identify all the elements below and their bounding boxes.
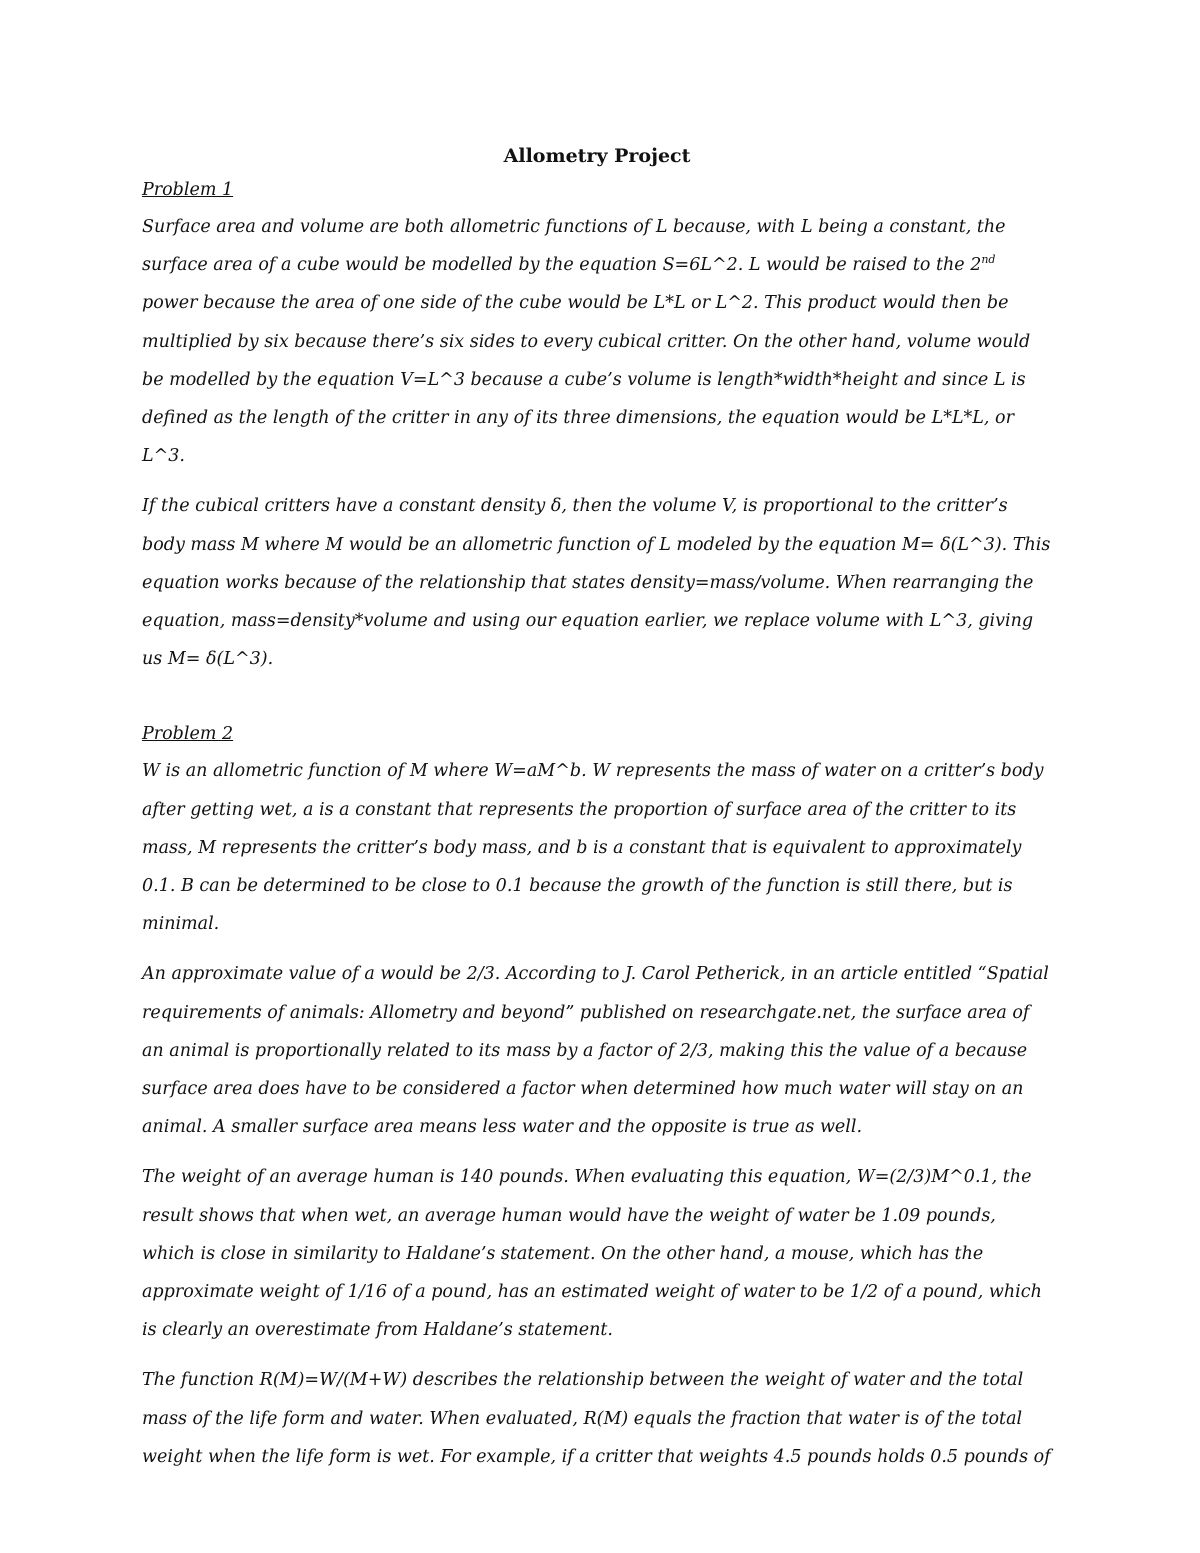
superscript-nd: nd — [981, 253, 996, 267]
problem-2-paragraph-3: The weight of an average human is 140 pounds. When evaluating this equation, W=(2/3)M^0.1, the result shows that when wet, an average human would have the weight of water be 1.09 pounds, which is close in similarity to Haldane’s statement. On the other hand, a mouse, which has the approximate weight of 1/16 of a pound, has an estimated weight of water to be 1/2 of a pound, which is clearly an overestimate from Haldane’s statement. — [142, 1167, 1042, 1341]
problem-2-paragraph-2: An approximate value of a would be 2/3. According to J. Carol Petherick, in an article entitled “Spatial requirements of animals: Allometry and beyond” published on researchgate.net, the surface area of an animal is proportionally related to its mass by a factor of 2/3, making this the value of a because surface area does have to be considered a factor when determined how much water will stay on an animal. A smaller surface area means less water and the opposite is true as well. — [142, 964, 1049, 1138]
problem-1-paragraph-1-part-a: Surface area and volume are both allometric functions of L because, with L being a constant, the surface area of a cube would be modelled by the equation S=6L^2. L would be raised to the 2 — [142, 217, 1006, 276]
problem-2-paragraph-4: The function R(M)=W/(M+W) describes the relationship between the weight of water and the total mass of the life form and water. When evaluated, R(M) equals the fraction that water is of the total weight when the life form is wet. For example, if a critter that weights 4.5 pounds holds 0.5 pounds of — [142, 1370, 1051, 1467]
problem-1-paragraph-1-part-b: power because the area of one side of the cube would be L*L or L^2. This product would then be multiplied by six because there’s six sides to every cubical critter. On the other hand, volume would be modelled by the equation V=L^3 because a cube’s volume is length*width*height and since L is defined as the length of the critter in any of its three dimensions, the equation would be L*L*L, or L^3. — [142, 293, 1031, 467]
document-title: Allometry Project — [503, 145, 691, 167]
section-spacer — [142, 690, 1052, 716]
problem-2-heading: Problem 2 — [142, 724, 234, 745]
document-body — [142, 140, 1052, 1488]
problem-1-paragraph-2: If the cubical critters have a constant density δ, then the volume V, is proportional to the critter’s body mass M where M would be an allometric function of L modeled by the equation M= δ(L^3). This equation works because of the relationship that states density=mass/volume. When rearranging the equation, mass=density*volume and using our equation earlier, we replace volume with L^3, giving us M= δ(L^3). — [142, 496, 1051, 670]
problem-1-heading: Problem 1 — [142, 180, 234, 200]
problem-1-paragraph-1 — [142, 208, 1052, 475]
problem-2-paragraph-1: W is an allometric function of M where W=aM^b. W represents the mass of water on a critter’s body after getting wet, a is a constant that represents the proportion of surface area of the critter to its mass, M represents the critter’s body mass, and b is a constant that is equivalent to approximately 0.1. B can be determined to be close to 0.1 because the growth of the function is still there, but is minimal. — [142, 761, 1044, 935]
